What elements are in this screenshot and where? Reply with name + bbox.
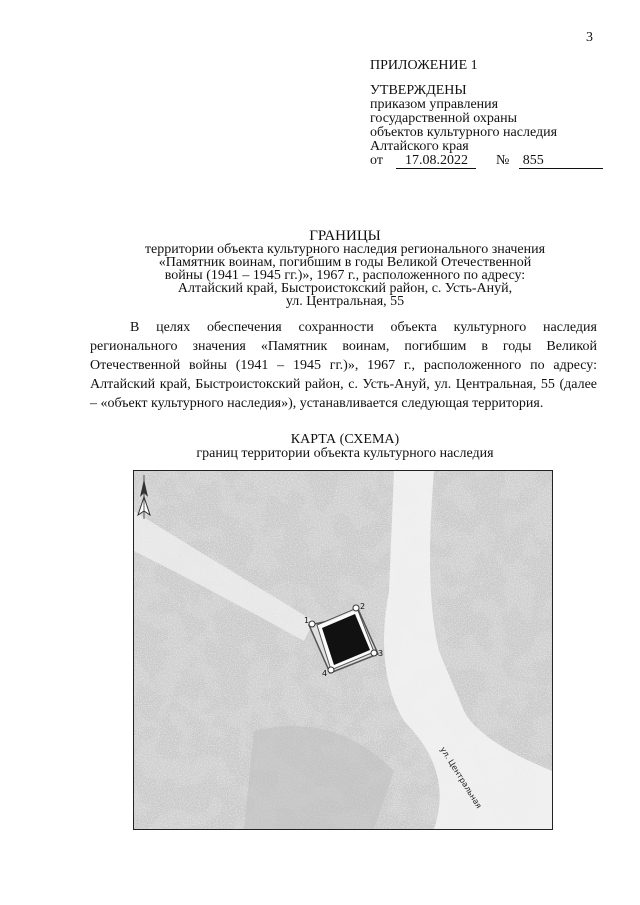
boundary-point-3 — [371, 650, 377, 656]
heading-line-2: «Памятник воинам, погибшим в годы Великой Отечественной — [158, 255, 532, 270]
approval-line-4: Алтайского края — [370, 139, 469, 154]
approval-date-line — [370, 153, 603, 169]
date-prefix: от — [370, 153, 383, 168]
appendix-label: ПРИЛОЖЕНИЕ 1 — [370, 58, 478, 73]
boundary-map — [133, 470, 553, 830]
body-paragraph-text: В целях обеспечения сохранности объекта культурного наследия регионального значения «Памятник воинам, погибшим в годы Великой Отечественной войны (1941 – 1945 гг.)», 1967 г., расположенного по адресу: Алтайский край, Быстроистокский район, с. Усть-Ануй, ул. Центральная, 55 (далее – «объект культурного наследия»), устанавливается следующая территория. — [90, 320, 597, 411]
boundary-point-4 — [328, 667, 334, 673]
page-number: 3 — [586, 30, 593, 45]
approval-line-1: приказом управления — [370, 97, 499, 112]
point-label-2: 2 — [360, 602, 366, 611]
approval-number: 855 — [519, 154, 603, 169]
heading-line-3: войны (1941 – 1945 гг.)», 1967 г., расположенного по адресу: — [164, 268, 526, 283]
approval-date: 17.08.2022 — [396, 154, 476, 169]
body-paragraph — [90, 318, 597, 413]
number-prefix: № — [495, 153, 510, 168]
approval-line-2: государственной охраны — [370, 111, 518, 126]
heading-line-5: ул. Центральная, 55 — [285, 294, 405, 309]
heading-title: ГРАНИЦЫ — [309, 228, 381, 244]
approved-label: УТВЕРЖДЕНЫ — [370, 83, 467, 98]
map-caption-title: КАРТА (СХЕМА) — [290, 432, 400, 447]
boundary-point-2 — [353, 605, 359, 611]
point-label-1: 1 — [304, 616, 310, 625]
point-label-3: 3 — [378, 649, 384, 658]
map-image — [134, 471, 552, 829]
map-caption-subtitle: границ территории объекта культурного наследия — [196, 446, 494, 461]
point-label-4: 4 — [322, 669, 328, 678]
approval-line-3: объектов культурного наследия — [370, 125, 558, 140]
heading-line-4: Алтайский край, Быстроистокский район, с. Усть-Ануй, — [177, 281, 513, 296]
heading-line-1: территории объекта культурного наследия регионального значения — [144, 242, 546, 257]
boundary-point-1 — [309, 621, 315, 627]
street-label: ул. Центральная — [438, 745, 484, 811]
